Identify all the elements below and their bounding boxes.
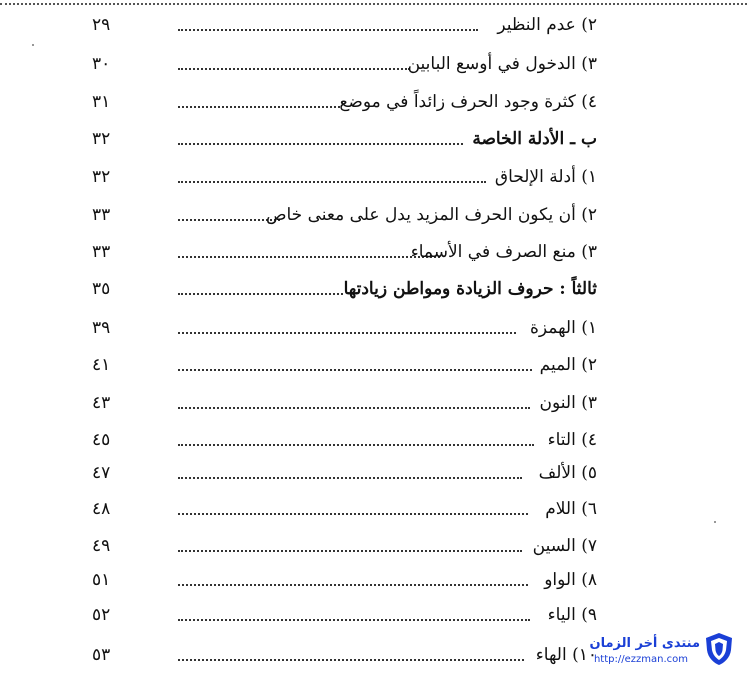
forum-watermark	[590, 630, 740, 674]
toc-page-number: ٤٣	[92, 393, 111, 413]
toc-row	[0, 313, 747, 343]
toc-entry-title: ٩) الياء	[547, 605, 597, 625]
dot-leader	[178, 584, 528, 586]
scan-speck	[714, 521, 716, 523]
toc-page-number: ٥١	[92, 570, 111, 590]
toc-row	[0, 350, 747, 380]
dot-leader	[178, 256, 440, 258]
toc-page-number: ٤٩	[92, 536, 111, 556]
dot-leader	[178, 29, 478, 31]
toc-section-heading: ب ـ الأدلة الخاصة	[472, 129, 597, 149]
toc-entry-title: ١٠) الهاء	[535, 645, 597, 665]
toc-page-number: ٤٨	[92, 499, 111, 519]
top-rule	[0, 3, 747, 5]
toc-row	[0, 87, 747, 117]
shield-icon	[704, 632, 734, 666]
dot-leader	[178, 477, 522, 479]
dot-leader	[178, 513, 528, 515]
toc-page-number: ٣٣	[92, 242, 111, 262]
toc-page-number: ٣٠	[92, 54, 111, 74]
toc-page-number: ٢٩	[92, 15, 111, 35]
toc-entry-title: ١) أدلة الإلحاق	[494, 167, 597, 187]
toc-row	[0, 10, 747, 40]
toc-entry-title: ٣) منع الصرف في الأسماء	[410, 242, 597, 262]
toc-entry-title: ٥) الألف	[538, 463, 597, 483]
scan-speck	[32, 44, 34, 46]
toc-page-number: ٥٣	[92, 645, 111, 665]
toc-row	[0, 162, 747, 192]
toc-entry-title: ١) الهمزة	[529, 318, 597, 338]
toc-row	[0, 494, 747, 524]
dot-leader	[178, 68, 410, 70]
toc-page-number: ٤٥	[92, 430, 111, 450]
toc-entry-title: ٤) كثرة وجود الحرف زائداً في موضع	[339, 92, 597, 112]
toc-row	[0, 458, 747, 488]
dot-leader	[178, 619, 530, 621]
toc-row	[0, 565, 747, 595]
toc-entry-title: ٤) التاء	[547, 430, 597, 450]
toc-entry-title: ٦) اللام	[545, 499, 597, 519]
toc-page-number: ٣٥	[92, 279, 111, 299]
toc-page-number: ٣٩	[92, 318, 111, 338]
toc-page-number: ٥٢	[92, 605, 111, 625]
dot-leader	[178, 181, 486, 183]
toc-row	[0, 425, 747, 455]
watermark-url: http://ezzman.com	[593, 654, 688, 665]
toc-page-number: ٤٧	[92, 463, 111, 483]
toc-section-heading: ثالثاً : حروف الزيادة ومواطن زيادتها	[343, 279, 597, 299]
dot-leader	[178, 332, 516, 334]
toc-entry-title: ٨) الواو	[544, 570, 597, 590]
dot-leader	[178, 219, 280, 221]
dot-leader	[178, 293, 343, 295]
toc-row	[0, 49, 747, 79]
dot-leader	[178, 659, 524, 661]
toc-page-number: ٣١	[92, 92, 111, 112]
toc-row	[0, 200, 747, 230]
toc-page-number: ٣٢	[92, 129, 111, 149]
dot-leader	[178, 369, 532, 371]
toc-row	[0, 600, 747, 630]
toc-page-number: ٤١	[92, 355, 111, 375]
toc-entry-title: ٧) السين	[532, 536, 597, 556]
dot-leader	[178, 106, 340, 108]
toc-row	[0, 531, 747, 561]
watermark-title: منتدى أخر الزمان	[589, 636, 700, 651]
dot-leader	[178, 444, 534, 446]
toc-entry-title: ٣) النون	[539, 393, 597, 413]
toc-row	[0, 274, 747, 304]
toc-page-number: ٣٣	[92, 205, 111, 225]
dot-leader	[178, 143, 463, 145]
toc-entry-title: ٢) الميم	[539, 355, 597, 375]
toc-entry-title: ٢) أن يكون الحرف المزيد يدل على معنى خاص	[265, 205, 597, 225]
toc-entry-title: ٣) الدخول في أوسع البابين	[407, 54, 597, 74]
toc-entry-title: ٢) عدم النظير	[497, 15, 597, 35]
dot-leader	[178, 550, 522, 552]
toc-row	[0, 237, 747, 267]
toc-page-number: ٣٢	[92, 167, 111, 187]
dot-leader	[178, 407, 530, 409]
toc-row	[0, 124, 747, 154]
toc-row	[0, 388, 747, 418]
